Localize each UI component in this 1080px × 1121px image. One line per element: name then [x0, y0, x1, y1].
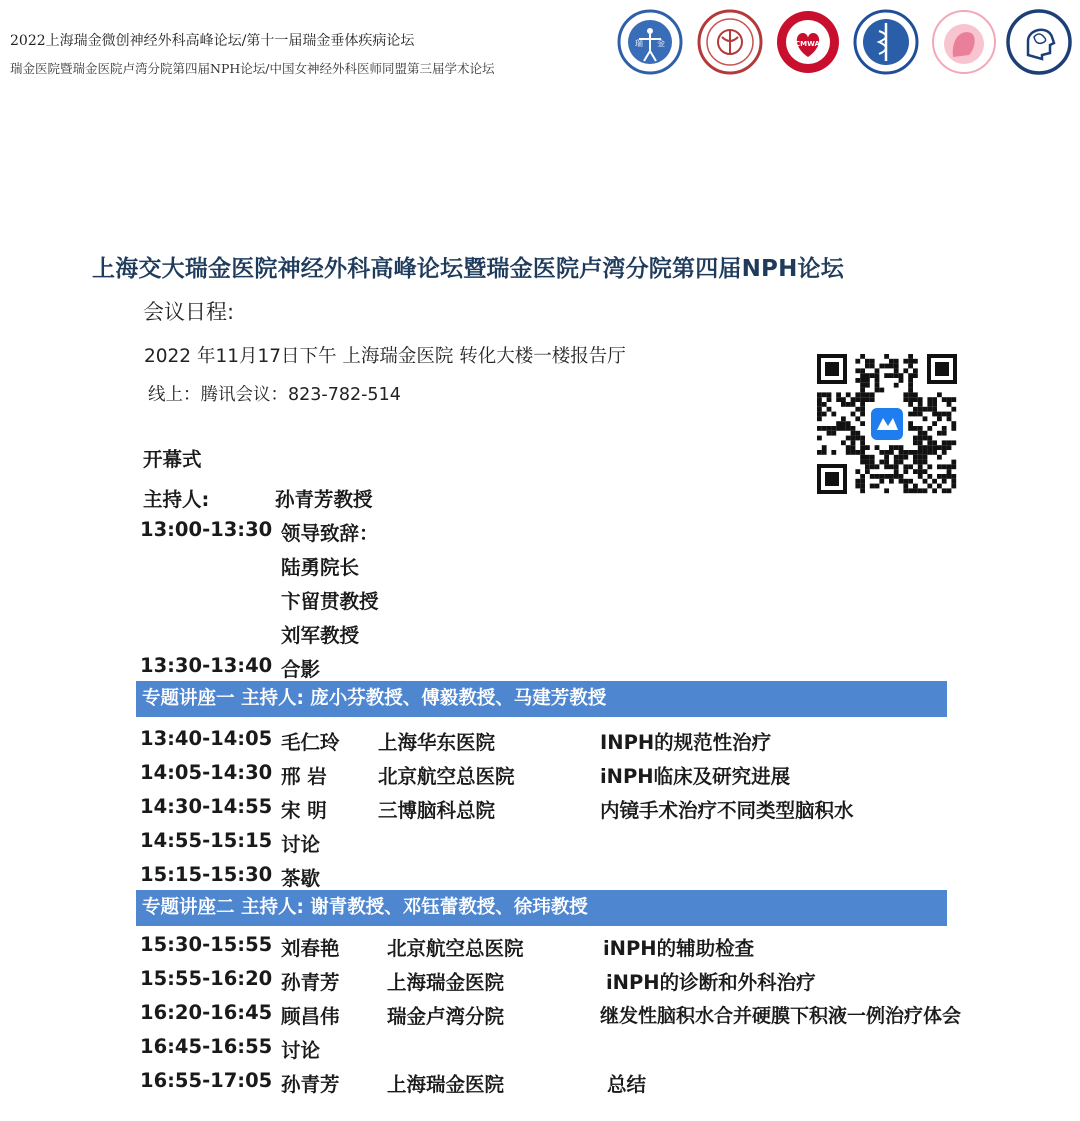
s2-hospital: 上海瑞金医院	[387, 1073, 505, 1096]
s2-hospital: 瑞金卢湾分院	[387, 1005, 505, 1028]
opening-time-1: 13:00-13:30	[140, 518, 273, 541]
opening-title: 开幕式	[143, 448, 202, 471]
opening-item-1: 领导致辞：	[281, 522, 379, 545]
session2-header-bar: 专题讲座二 主持人: 谢青教授、邓钰蕾教授、徐玮教授	[136, 890, 947, 926]
s2-speaker: 讨论	[281, 1039, 321, 1062]
header-line-2: 瑞金医院暨瑞金医院卢湾分院第四届NPH论坛/中国女神经外科医师同盟第三届学术论坛	[10, 61, 495, 76]
page-title: 上海交大瑞金医院神经外科高峰论坛暨瑞金医院卢湾分院第四届NPH论坛	[92, 256, 844, 282]
logo-strip	[617, 9, 1072, 79]
cmwa-logo	[775, 9, 841, 75]
s1-topic: iNPH临床及研究进展	[600, 765, 791, 788]
tencent-meeting-icon	[871, 408, 903, 440]
s1-speaker: 邢 岩	[281, 765, 327, 788]
qr-code[interactable]	[815, 352, 959, 496]
s1-topic: INPH的规范性治疗	[600, 731, 772, 754]
s2-time: 16:45-16:55	[140, 1035, 273, 1058]
session1-header-bar: 专题讲座一 主持人: 庞小芬教授、傅毅教授、马建芳教授	[136, 681, 947, 717]
s2-speaker: 顾昌伟	[281, 1005, 340, 1028]
s2-time: 16:55-17:05	[140, 1069, 273, 1092]
s2-topic: 继发性脑积水合并硬膜下积液一例治疗体会	[600, 1005, 962, 1027]
logo-char-jin: 金	[657, 39, 665, 48]
opening-time-5: 13:30-13:40	[140, 654, 273, 677]
s1-speaker: 毛仁玲	[281, 731, 340, 754]
s2-hospital: 北京航空总医院	[387, 937, 524, 960]
agenda-label: 会议日程:	[143, 300, 235, 324]
s1-hospital: 北京航空总医院	[378, 765, 515, 788]
s2-topic: iNPH的辅助检查	[603, 937, 755, 960]
s1-topic: 内镜手术治疗不同类型脑积水	[600, 799, 854, 822]
s1-hospital: 三博脑科总院	[378, 799, 496, 822]
opening-item-3: 卞留贯教授	[281, 590, 379, 613]
opening-host-name: 孙青芳教授	[275, 488, 373, 511]
opening-item-2: 陆勇院长	[281, 556, 360, 579]
date-venue: 2022 年11月17日下午 上海瑞金医院 转化大楼一楼报告厅	[144, 346, 626, 367]
header-line-1: 2022上海瑞金微创神经外科高峰论坛/第十一届瑞金垂体疾病论坛	[10, 33, 415, 49]
s1-hospital: 上海华东医院	[378, 731, 496, 754]
s2-topic: 总结	[607, 1073, 647, 1096]
s2-speaker: 孙青芳	[281, 971, 340, 994]
brain-head-logo	[1006, 9, 1072, 75]
logo-cmwa-text: CMWA	[795, 40, 820, 48]
s2-speaker: 孙青芳	[281, 1073, 340, 1096]
s1-time: 15:15-15:30	[140, 863, 273, 886]
s1-time: 14:05-14:30	[140, 761, 273, 784]
s1-time: 14:30-14:55	[140, 795, 273, 818]
ruijin-vitruvian-logo	[617, 9, 683, 75]
s2-topic: iNPH的诊断和外科治疗	[606, 971, 816, 994]
online-meeting-id: 线上：腾讯会议：823-782-514	[148, 385, 401, 405]
s2-time: 15:55-16:20	[140, 967, 273, 990]
s2-hospital: 上海瑞金医院	[387, 971, 505, 994]
opening-item-5: 合影	[281, 658, 321, 681]
s1-time: 14:55-15:15	[140, 829, 273, 852]
s1-speaker: 茶歇	[281, 867, 321, 890]
association-seal-logo	[697, 9, 763, 75]
s1-speaker: 讨论	[281, 833, 321, 856]
s2-speaker: 刘春艳	[281, 937, 340, 960]
opening-host-label: 主持人:	[143, 488, 210, 511]
caduceus-logo	[853, 9, 919, 75]
opening-item-4: 刘军教授	[281, 624, 360, 647]
s1-time: 13:40-14:05	[140, 727, 273, 750]
logo-char-rui: 瑞	[635, 39, 643, 48]
female-profile-logo	[931, 9, 997, 75]
s2-time: 15:30-15:55	[140, 933, 273, 956]
s2-time: 16:20-16:45	[140, 1001, 273, 1024]
s1-speaker: 宋 明	[281, 799, 327, 822]
